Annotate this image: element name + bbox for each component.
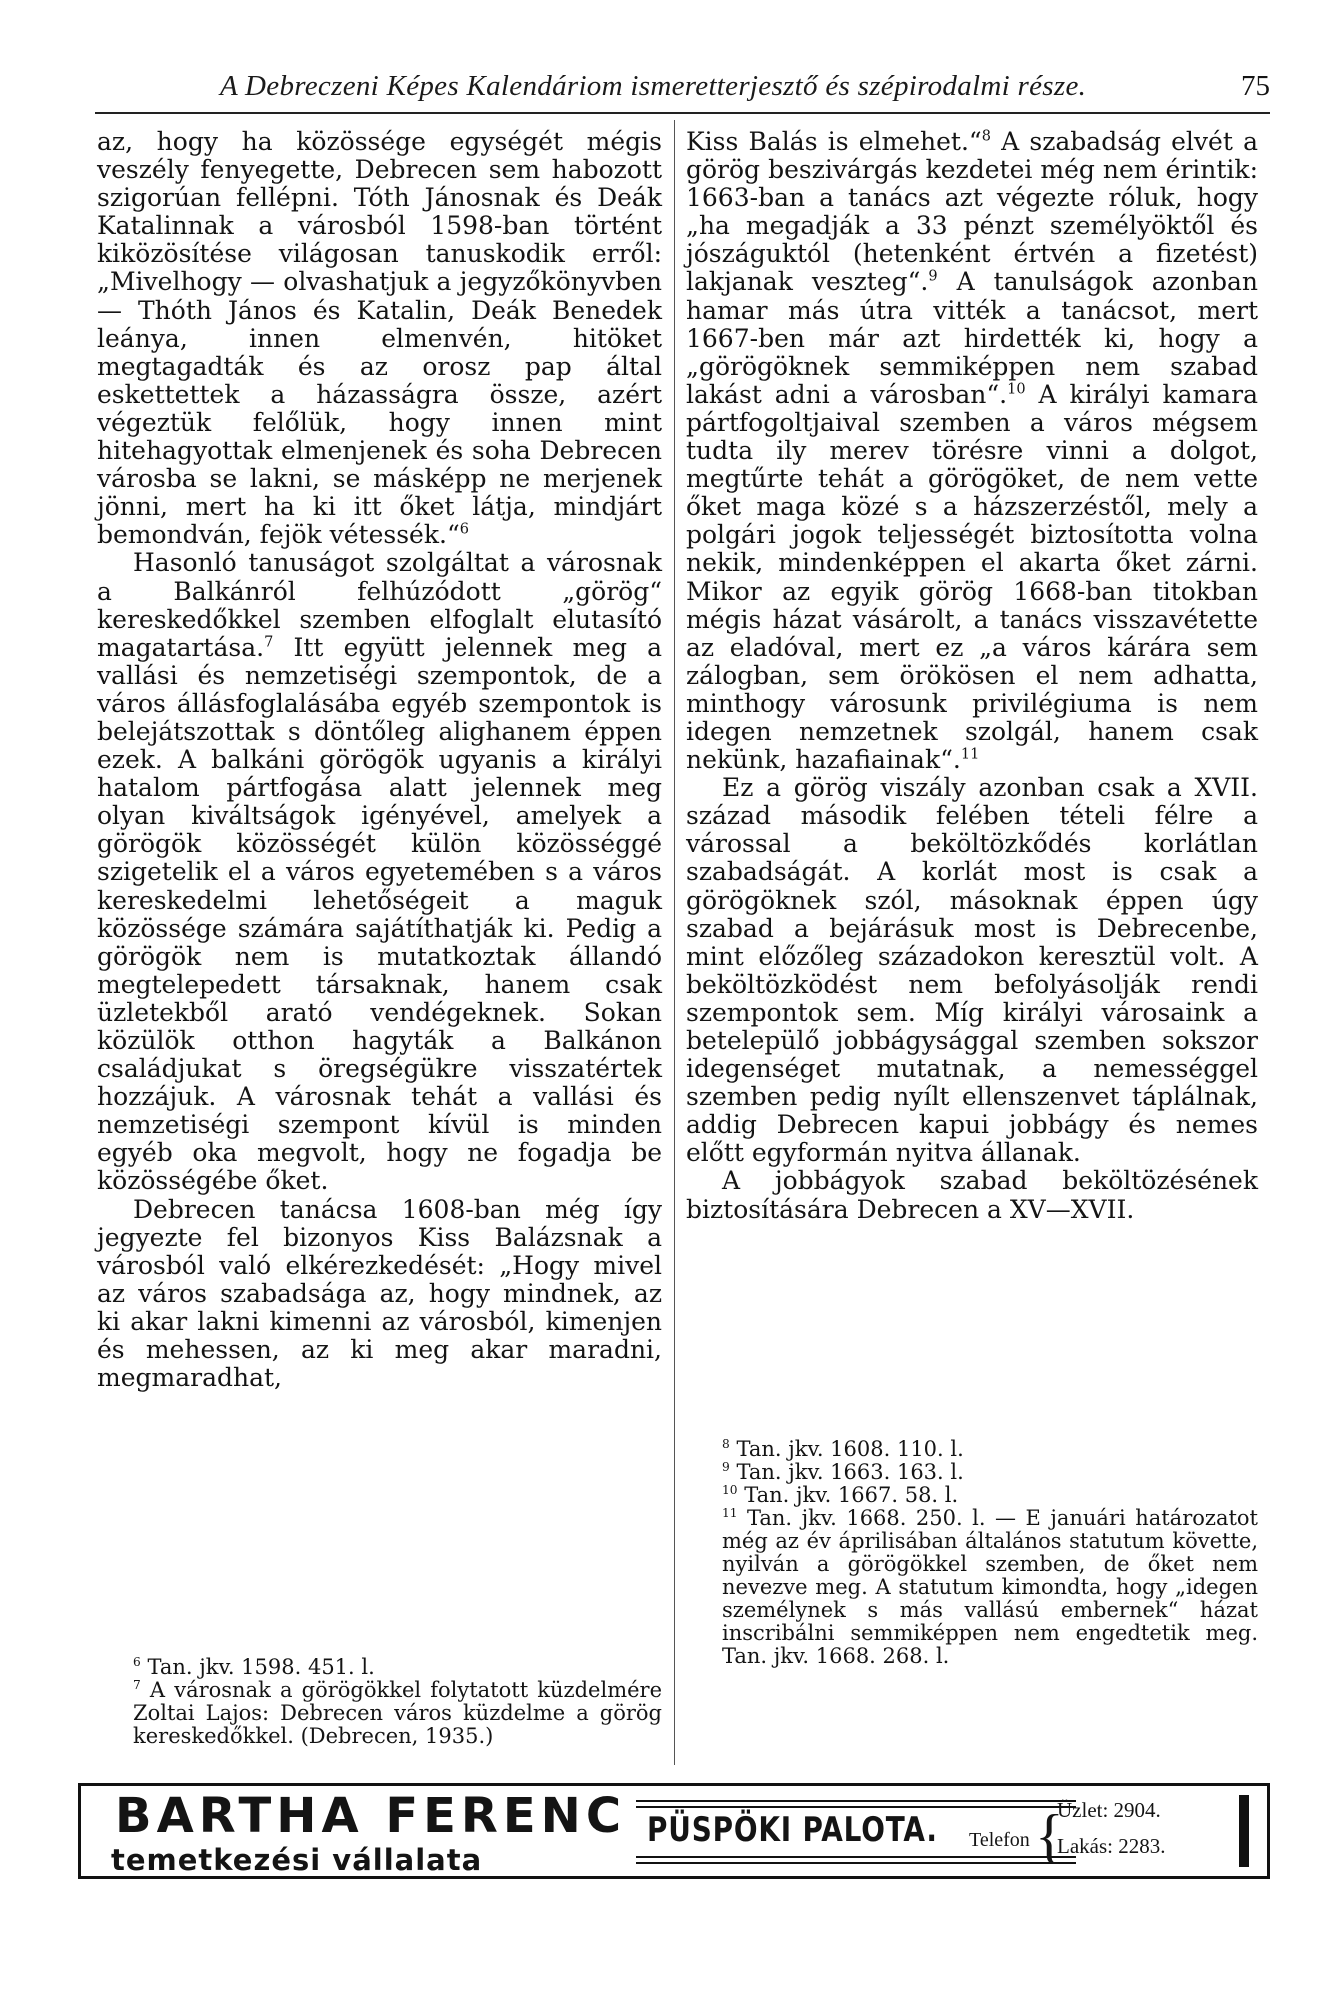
footnote: $^9$ Tan. jkv. 1663. 163. l.	[722, 1460, 964, 1484]
right-column	[686, 128, 1258, 1224]
column-divider	[674, 120, 675, 1765]
footnote: $^7$ A városnak a görögökkel folytatott küzdelmére Zoltai Lajos: Debrecen város küzdelme a görög kereskedőkkel. (Debrecen, 1935.)	[133, 1678, 662, 1748]
advertisement-box	[78, 1783, 1270, 1879]
ad-phone-business: Üzlet: 2904.	[1057, 1798, 1161, 1822]
running-header	[95, 62, 1270, 112]
paragraph: A jobbágyok szabad beköltözésének biztosítására Debrecen a XV—XVII.	[686, 1166, 1258, 1224]
paragraph: Debrecen tanácsa 1608-ban még így jegyezte fel bizonyos Kiss Balázsnak a városból való elkérezkedését: „Hogy mivel az város szabadsága az, hogy mindnek, az ki akar lakni kimenni az városból, kimenjen és mehessen, az ki meg akar maradni, megmaradhat,	[97, 1194, 662, 1393]
ad-rule-bottom	[636, 1856, 1076, 1858]
footnote-ref: 9	[928, 269, 938, 286]
footnote: $^{11}$ Tan. jkv. 1668. 250. l. — E januári határozatot még az év áprilisában általános statutum követte, nyilván a görögökkel szemben, de őket nem nevezve meg. A statutum kimondta, hogy „idegen személynek s más vallású embernek“ házat inscribálni semmiképpen nem engedtetik meg. Tan. jkv. 1668. 268. l.	[722, 1506, 1258, 1668]
footnote: $^8$ Tan. jkv. 1608. 110. l.	[722, 1437, 964, 1461]
footnotes-right	[686, 1438, 1258, 1668]
ad-location: PÜSPÖKI PALOTA.	[647, 1810, 938, 1850]
header-rule	[95, 112, 1270, 114]
footnote: $^{10}$ Tan. jkv. 1667. 58. l.	[722, 1483, 959, 1507]
footnote-ref: 10	[1007, 381, 1026, 398]
footnotes-left	[97, 1656, 662, 1748]
ad-vertical-bar	[1239, 1795, 1249, 1867]
footnote-ref: 7	[264, 634, 274, 651]
footnote: $^6$ Tan. jkv. 1598. 451. l.	[133, 1655, 375, 1679]
footnote-ref: 8	[981, 128, 991, 145]
paragraph: az, hogy ha közössége egységét mégis veszély fenyegette, Debrecen sem habozott szigorúan fellépni. Tóth Jánosnak és Deák Katalinnak a városból 1598-ban történt kiközösítése világosan tanuskodik erről: „Mivelhogy — olvashatjuk a jegyzőkönyvben — Thóth János és Katalin, Deák Benedek leánya, innen elmenvén, hitöket megtagadták és az orosz pap által eskettettek a házasságra össze, azért végeztük felőlük, hogy innen mint hitehagyottak elmenjenek és soha Debrecen városba se lakni, se másképp ne merjenek jönni, mert ha ki itt őket látja, mindjárt bemondván, fejök vétessék.“$^6$	[97, 127, 662, 550]
page-number: 75	[1241, 70, 1270, 102]
ad-company-name: BARTHA FERENC	[115, 1788, 627, 1844]
ad-phone-home: Lakás: 2283.	[1057, 1834, 1166, 1858]
brace-icon: {	[1035, 1803, 1064, 1869]
paragraph: Kiss Balás is elmehet.“$^8$ A szabadság elvét a görög beszivárgás kezdetei még nem érintik: 1663-ban a tanács azt végezte róluk, hogy „ha megadják a 33 pénzt személyöktől és jószáguktól (hetenként értvén a fizetést) lakjanak veszteg“.$^9$ A tanulságok azonban hamar más útra vitték a tanácsot, mert 1667-ben már azt hirdették ki, hogy a „görögöknek semmiképpen nem szabad lakást adni a városban“.$^{10}$ A királyi kamara pártfogoltjaival szemben a város mégsem tudta ily merev törésre vinni a dolgot, megtűrte tehát a görögöket, de nem vette őket maga közé s a házszerzéstől, mely a polgári jogok teljességét biztosította volna nekik, mindenképpen el akarta őket zárni. Mikor az egyik görög 1668-ban titokban mégis házat vásárolt, a tanács visszavétette az eladóval, mert ez „a város kárára sem zálogban, sem örökösen el nem adhatta, minthogy városunk privilégiuma is nem idegen nemzetnek szolgál, hanem csak nekünk, hazafiainak“.$^{11}$	[686, 127, 1258, 775]
header-title: A Debreczeni Képes Kalendáriom ismeretterjesztő és szépirodalmi része.	[220, 70, 1087, 102]
paragraph: Ez a görög viszály azonban csak a XVII. század második felében tételi félre a várossal a beköltözkődés korlátlan szabadságát. A korlát most is csak a görögöknek szól, másoknak éppen úgy szabad a bejárásuk most is Debrecenbe, mint előzőleg századokon keresztül volt. A beköltözködést nem befolyásolják rendi szempontok sem. Míg királyi városaink a betelepülő jobbágysággal szemben sokszor idegenséget mutatnak, a nemességgel szemben pedig nyílt ellenszenvet táplálnak, addig Debrecen kapui jobbágy és nemes előtt egyformán nyitva állanak.	[686, 773, 1258, 1168]
footnote-ref: 11	[960, 746, 980, 763]
footnote-ref: 6	[459, 521, 469, 538]
ad-rule-bottom	[636, 1862, 1076, 1864]
ad-tagline: temetkezési vállalata	[111, 1843, 483, 1877]
paragraph: Hasonló tanuságot szolgáltat a városnak a Balkánról felhúzódott „görög“ kereskedőkkel szemben elfoglalt elutasító magatartása.$^7$ Itt együtt jelennek meg a vallási és nemzetiségi szempontok, de a város állásfoglalásába egyéb szempontok is belejátszottak s döntőleg alighanem éppen ezek. A balkáni görögök ugyanis a királyi hatalom pártfogása alatt jelennek meg olyan kiváltságok igényével, amelyek a görögök közösségét külön közösséggé szigetelik el a város egyetemében s a város kereskedelmi lehetőségeit a maguk közössége számára sajátíthatják ki. Pedig a görögök nem is mutatkoztak állandó megtelepedett társaknak, hanem csak üzletekből arató vendégeknek. Sokan közülök otthon hagyták a Balkánon családjukat s öregségükre visszatértek hozzájuk. A városnak tehát a vallási és nemzetiségi szempont kívül is minden egyéb oka megvolt, hogy ne fogadja be közösségébe őket.	[97, 548, 663, 1196]
left-column	[97, 128, 662, 1392]
ad-rule-top	[636, 1800, 1076, 1802]
ad-phone-label: Telefon	[969, 1829, 1030, 1851]
ad-rule-top	[636, 1806, 1076, 1808]
